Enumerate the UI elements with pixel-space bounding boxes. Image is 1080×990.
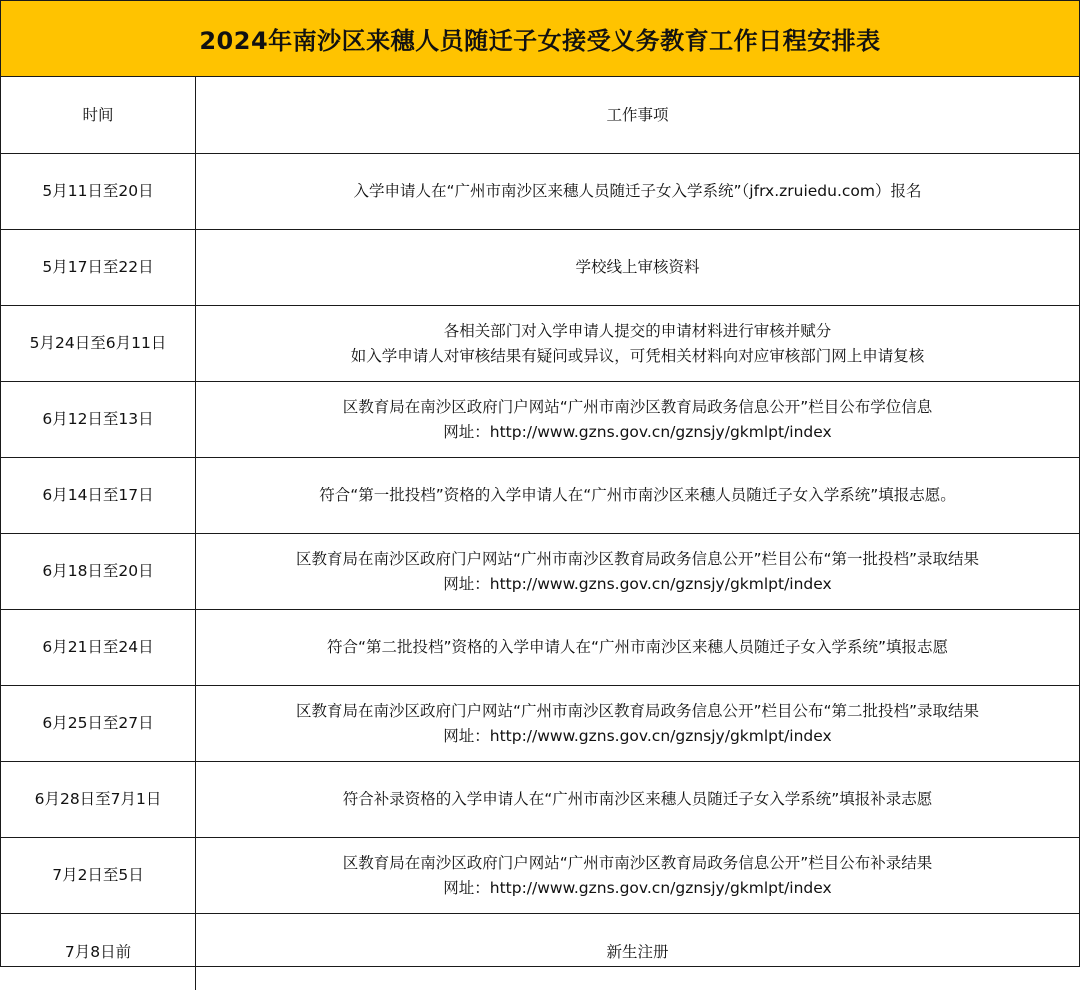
work-item-line: 符合“第二批投档”资格的入学申请人在“广州市南沙区来穗人员随迁子女入学系统”填报志愿 <box>326 638 949 656</box>
row-time: 6月21日至24日 <box>1 610 196 686</box>
work-item-line: 学校线上审核资料 <box>575 258 700 276</box>
work-item-line: 区教育局在南沙区政府门户网站“广州市南沙区教育局政务信息公开”栏目公布补录结果 <box>342 853 933 872</box>
work-item-line: 网址：http://www.gzns.gov.cn/gznsjy/gkmlpt/index <box>443 422 832 441</box>
schedule-table <box>1 77 1079 990</box>
row-work-item <box>196 382 1079 458</box>
work-item-line: 网址：http://www.gzns.gov.cn/gznsjy/gkmlpt/index <box>443 726 832 745</box>
row-time: 6月18日至20日 <box>1 534 196 610</box>
row-time: 5月24日至6月11日 <box>1 306 196 382</box>
header-time: 时间 <box>1 77 196 154</box>
row-work-item <box>196 534 1079 610</box>
row-work-item <box>196 458 1079 534</box>
row-work-item <box>196 914 1079 990</box>
row-time: 6月12日至13日 <box>1 382 196 458</box>
row-time: 7月2日至5日 <box>1 838 196 914</box>
row-time: 7月8日前 <box>1 914 196 990</box>
row-work-item <box>196 762 1079 838</box>
work-item-line: 区教育局在南沙区政府门户网站“广州市南沙区教育局政务信息公开”栏目公布“第一批投档”录取结果 <box>295 549 980 568</box>
row-time: 5月17日至22日 <box>1 230 196 306</box>
row-work-item <box>196 610 1079 686</box>
work-item-line: 符合“第一批投档”资格的入学申请人在“广州市南沙区来穗人员随迁子女入学系统”填报志愿。 <box>319 486 956 504</box>
row-work-item <box>196 230 1079 306</box>
row-time: 6月14日至17日 <box>1 458 196 534</box>
work-item-line: 如入学申请人对审核结果有疑问或异议，可凭相关材料向对应审核部门网上申请复核 <box>350 346 925 365</box>
work-item-line: 区教育局在南沙区政府门户网站“广州市南沙区教育局政务信息公开”栏目公布学位信息 <box>342 397 933 416</box>
header-work-item: 工作事项 <box>196 77 1079 154</box>
work-item-line: 符合补录资格的入学申请人在“广州市南沙区来穗人员随迁子女入学系统”填报补录志愿 <box>342 790 933 808</box>
row-work-item <box>196 838 1079 914</box>
work-item-line: 网址：http://www.gzns.gov.cn/gznsjy/gkmlpt/index <box>443 574 832 593</box>
work-item-line: 入学申请人在“广州市南沙区来穗人员随迁子女入学系统”（jfrx.zruiedu.com）报名 <box>353 182 922 200</box>
row-time: 5月11日至20日 <box>1 154 196 230</box>
work-item-line: 网址：http://www.gzns.gov.cn/gznsjy/gkmlpt/index <box>443 878 832 897</box>
row-work-item <box>196 686 1079 762</box>
work-item-line: 区教育局在南沙区政府门户网站“广州市南沙区教育局政务信息公开”栏目公布“第二批投档”录取结果 <box>295 701 980 720</box>
row-time: 6月28日至7月1日 <box>1 762 196 838</box>
work-item-line: 各相关部门对入学申请人提交的申请材料进行审核并赋分 <box>443 321 832 340</box>
row-work-item <box>196 306 1079 382</box>
row-time: 6月25日至27日 <box>1 686 196 762</box>
row-work-item <box>196 154 1079 230</box>
work-item-line: 新生注册 <box>606 942 669 961</box>
page-title: 2024年南沙区来穗人员随迁子女接受义务教育工作日程安排表 <box>1 1 1079 77</box>
